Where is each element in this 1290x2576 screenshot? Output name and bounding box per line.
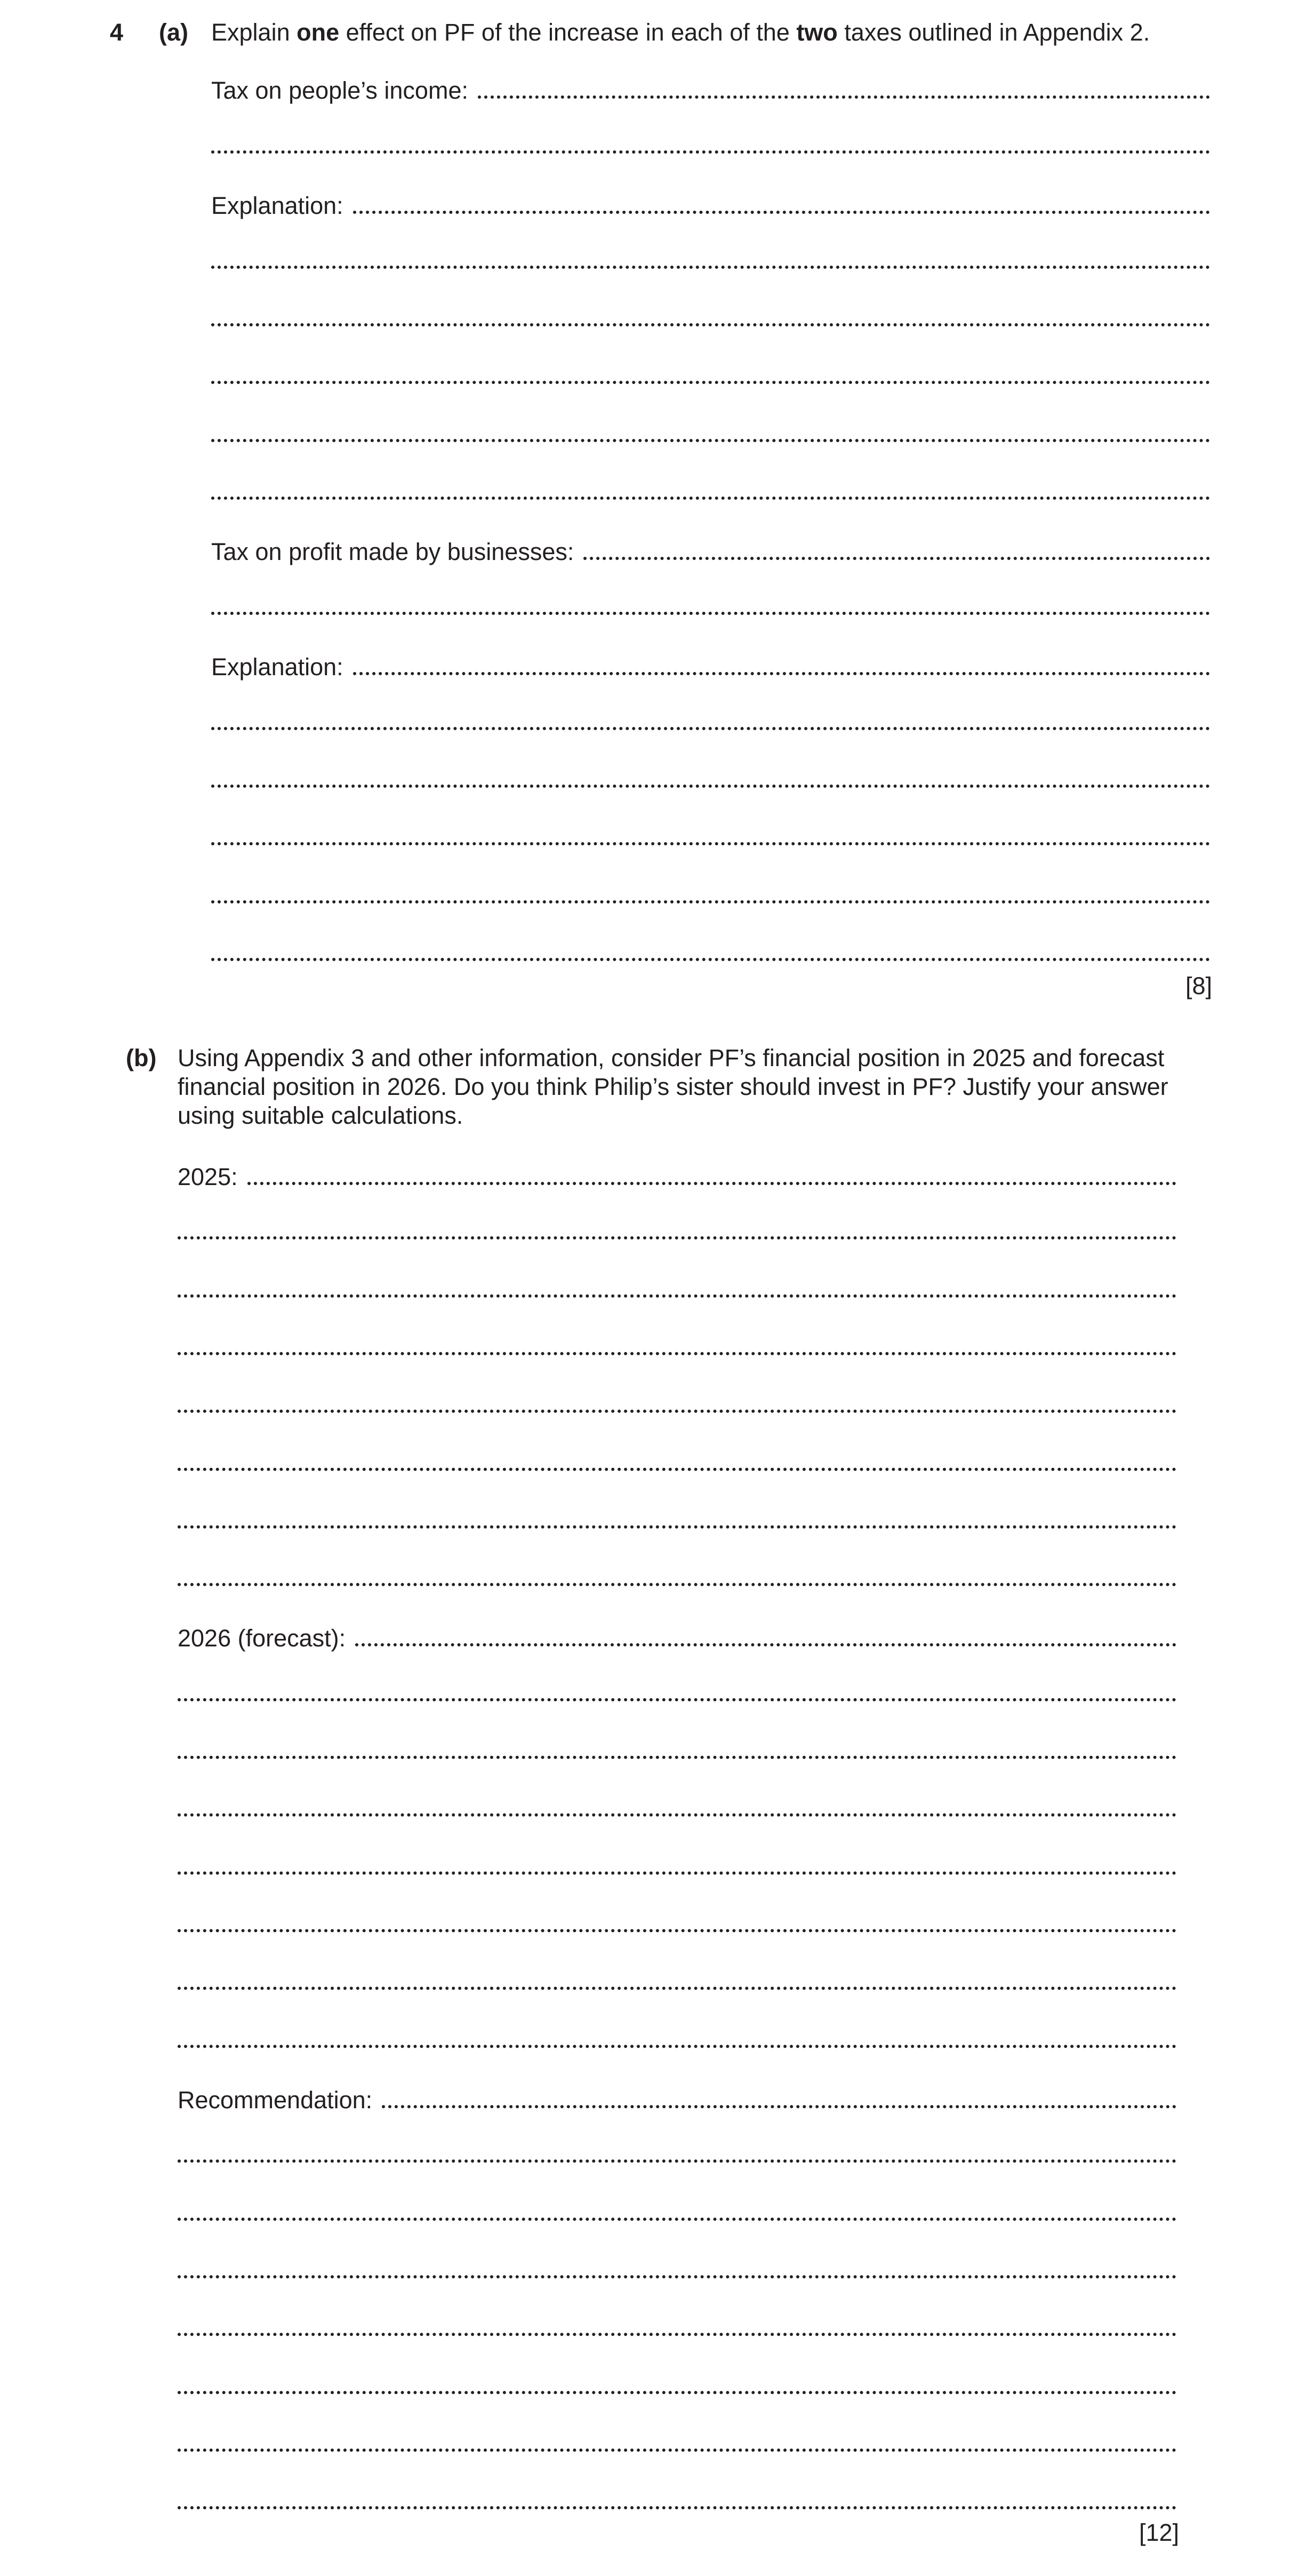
tax-profit-answer-line[interactable]	[211, 538, 1210, 566]
answer-line[interactable]	[211, 323, 1210, 326]
explanation-2-answer-line[interactable]	[211, 653, 1210, 682]
answer-line[interactable]	[178, 1410, 1176, 1413]
part-b-stem-line: Using Appendix 3 and other information, consider PF’s financial position in 2025 and forecast	[178, 1044, 1165, 1071]
answer-line[interactable]	[178, 1583, 1176, 1586]
answer-line[interactable]	[178, 1929, 1176, 1932]
answer-line[interactable]	[178, 1525, 1176, 1529]
dotted-line	[478, 95, 1210, 99]
question-number: 4	[110, 19, 124, 46]
year-2026-label: 2026 (forecast):	[178, 1625, 346, 1652]
answer-line[interactable]	[178, 2506, 1176, 2509]
answer-line[interactable]	[211, 266, 1210, 269]
stem-text-2: effect on PF of the increase in each of the	[339, 19, 797, 46]
part-a-stem	[211, 18, 1150, 47]
part-b-marks: [12]	[1139, 2519, 1179, 2546]
answer-line[interactable]	[211, 497, 1210, 500]
part-b-stem-line: using suitable calculations.	[178, 1102, 463, 1129]
explanation-1-answer-line[interactable]	[211, 191, 1210, 220]
answer-line[interactable]	[178, 2449, 1176, 2452]
dotted-line	[382, 2105, 1176, 2108]
answer-line[interactable]	[211, 150, 1210, 154]
answer-line[interactable]	[211, 439, 1210, 442]
year-2025-label: 2025:	[178, 1163, 238, 1190]
part-b-stem-line: financial position in 2026. Do you think Philip’s sister should invest in PF? Justify your answer	[178, 1073, 1168, 1100]
dotted-line	[583, 557, 1210, 560]
year-2025-answer-line[interactable]	[178, 1163, 1176, 1191]
answer-line[interactable]	[178, 1987, 1176, 1990]
dotted-line	[247, 1182, 1176, 1185]
recommendation-label: Recommendation:	[178, 2086, 373, 2114]
answer-line[interactable]	[211, 785, 1210, 788]
tax-income-label: Tax on people’s income:	[211, 77, 468, 104]
answer-line[interactable]	[178, 2159, 1176, 2163]
answer-line[interactable]	[211, 842, 1210, 845]
dotted-line	[353, 211, 1210, 214]
answer-line[interactable]	[178, 2333, 1176, 2336]
tax-profit-label: Tax on profit made by businesses:	[211, 538, 574, 565]
answer-line[interactable]	[178, 1294, 1176, 1298]
dotted-line	[355, 1643, 1176, 1646]
answer-line[interactable]	[211, 381, 1210, 384]
answer-line[interactable]	[211, 958, 1210, 961]
stem-text-1: Explain	[211, 19, 297, 46]
answer-line[interactable]	[178, 2218, 1176, 2221]
part-b-label: (b)	[126, 1044, 157, 1071]
recommendation-answer-line[interactable]	[178, 2086, 1176, 2115]
tax-income-answer-line[interactable]	[211, 76, 1210, 105]
answer-line[interactable]	[178, 1871, 1176, 1875]
answer-line[interactable]	[178, 1756, 1176, 1759]
answer-line[interactable]	[178, 1813, 1176, 1817]
part-a-label: (a)	[159, 19, 188, 46]
part-a-marks: [8]	[1185, 972, 1212, 999]
stem-bold-two: two	[796, 19, 838, 46]
part-b-stem	[178, 1044, 1175, 1130]
answer-line[interactable]	[211, 612, 1210, 615]
explanation-label: Explanation:	[211, 653, 343, 681]
answer-line[interactable]	[211, 727, 1210, 730]
answer-line[interactable]	[178, 1698, 1176, 1701]
answer-line[interactable]	[178, 2275, 1176, 2278]
stem-text-3: taxes outlined in Appendix 2.	[837, 19, 1150, 46]
answer-line[interactable]	[211, 900, 1210, 903]
answer-line[interactable]	[178, 2391, 1176, 2394]
answer-line[interactable]	[178, 1468, 1176, 1471]
year-2026-answer-line[interactable]	[178, 1624, 1176, 1653]
explanation-label: Explanation:	[211, 192, 343, 219]
stem-bold-one: one	[297, 19, 340, 46]
answer-line[interactable]	[178, 1236, 1176, 1239]
answer-line[interactable]	[178, 1352, 1176, 1355]
answer-line[interactable]	[178, 2045, 1176, 2048]
dotted-line	[353, 672, 1210, 675]
